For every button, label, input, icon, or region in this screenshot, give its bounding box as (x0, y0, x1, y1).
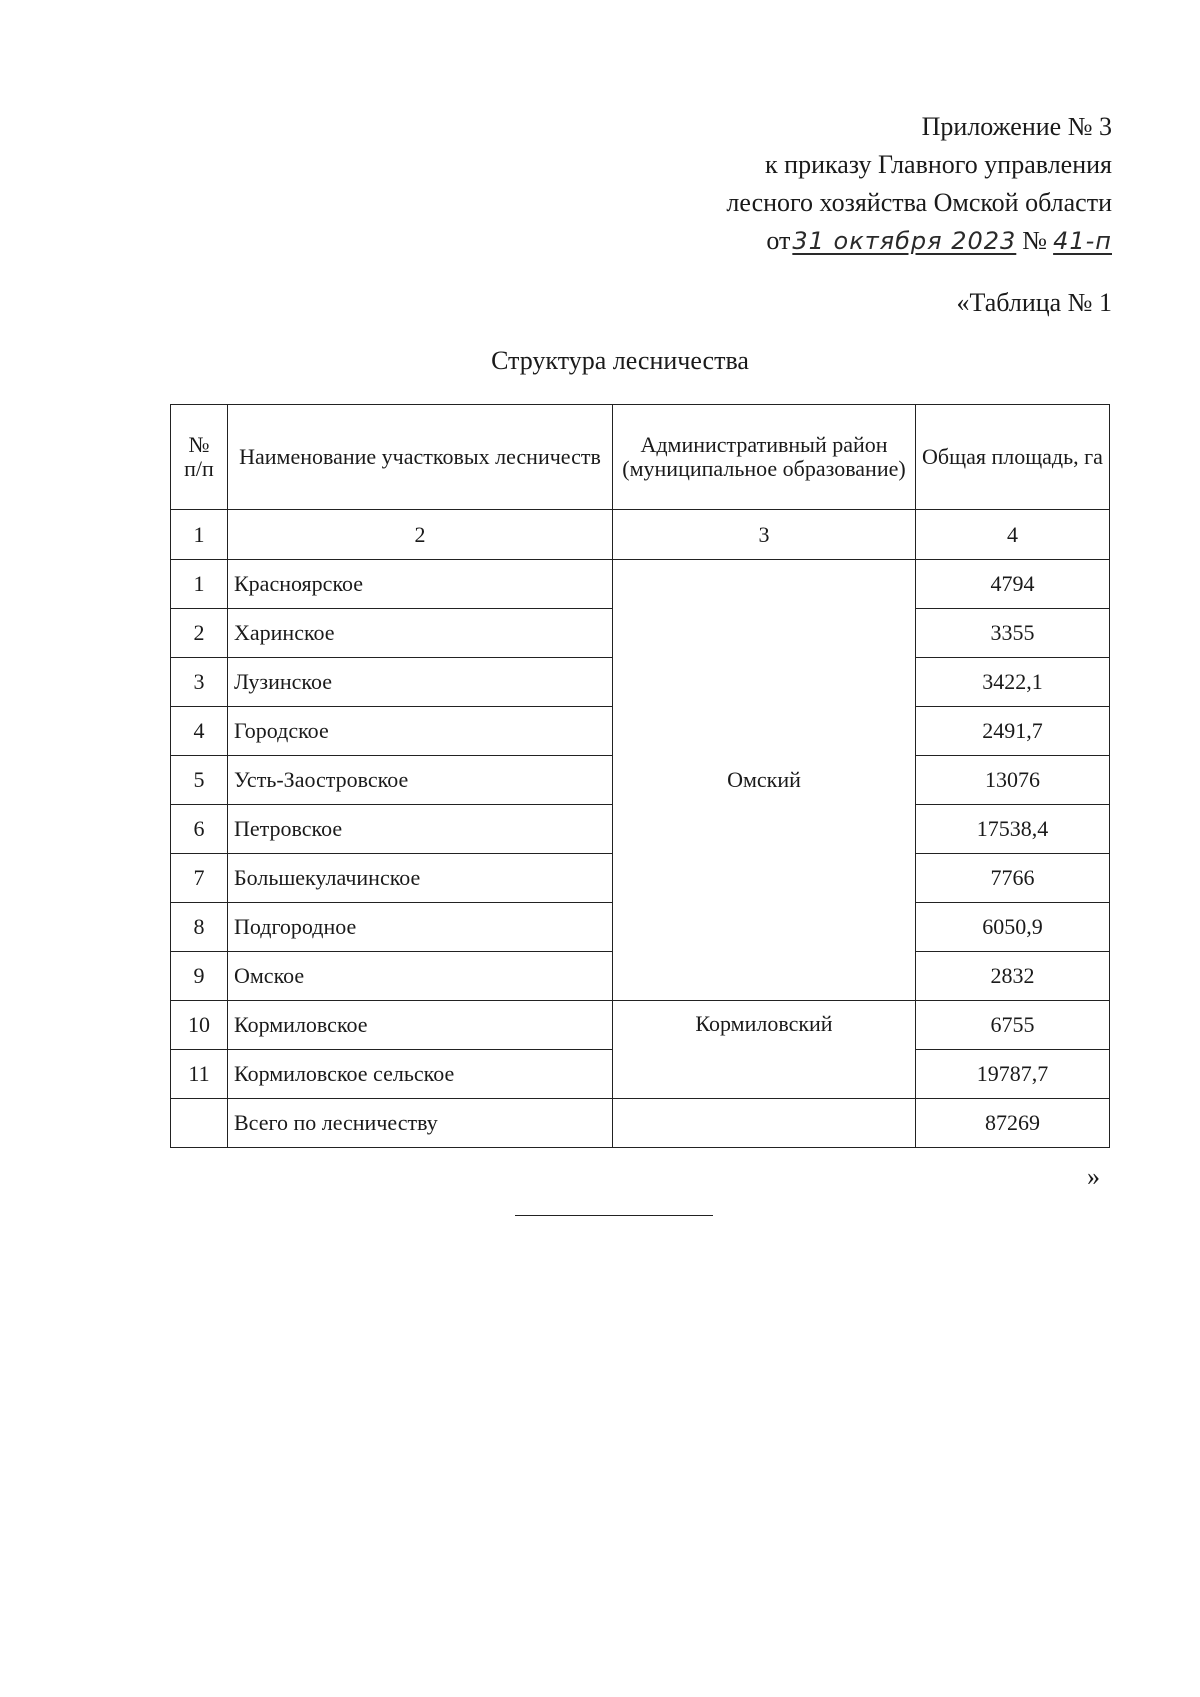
total-area-cell: 87269 (916, 1099, 1110, 1148)
district-cell-kormilovsky: Кормиловский (613, 1001, 916, 1099)
row-name-cell: Большекулачинское (228, 854, 613, 903)
row-name-cell: Лузинское (228, 658, 613, 707)
header-cell-area: Общая площадь, га (916, 405, 1110, 510)
annex-title: Приложение № 3 (921, 112, 1112, 141)
column-number-cell: 4 (916, 510, 1110, 560)
row-name-cell: Кормиловское сельское (228, 1050, 613, 1099)
row-number-cell: 5 (171, 756, 228, 805)
total-district-cell (613, 1099, 916, 1148)
row-name-cell: Подгородное (228, 903, 613, 952)
handwritten-number: 41-п (1053, 227, 1112, 255)
row-number-cell: 4 (171, 707, 228, 756)
row-area-cell: 6755 (916, 1001, 1110, 1050)
row-number-cell: 1 (171, 560, 228, 609)
row-number-cell: 10 (171, 1001, 228, 1050)
row-number-cell: 11 (171, 1050, 228, 1099)
row-name-cell: Усть-Заостровское (228, 756, 613, 805)
column-number-cell: 1 (171, 510, 228, 560)
annex-authority-line: лесного хозяйства Омской области (726, 188, 1112, 217)
annex-order-line: к приказу Главного управления (765, 150, 1112, 179)
row-name-cell: Омское (228, 952, 613, 1001)
date-prefix: от (766, 226, 791, 255)
total-label-cell: Всего по лесничеству (228, 1099, 613, 1148)
row-number-cell: 6 (171, 805, 228, 854)
row-area-cell: 2832 (916, 952, 1110, 1001)
row-area-cell: 7766 (916, 854, 1110, 903)
annex-header (726, 108, 1112, 260)
district-cell-omsky: Омский (613, 560, 916, 1001)
row-area-cell: 4794 (916, 560, 1110, 609)
column-number-cell: 2 (228, 510, 613, 560)
annex-date-line (726, 222, 1112, 260)
header-cell-district: Административный район (муниципальное образование) (613, 405, 916, 510)
total-number-cell (171, 1099, 228, 1148)
column-number-row (171, 510, 1110, 560)
row-area-cell: 3355 (916, 609, 1110, 658)
row-area-cell: 2491,7 (916, 707, 1110, 756)
table-header-row (171, 405, 1110, 510)
row-area-cell: 19787,7 (916, 1050, 1110, 1099)
row-area-cell: 17538,4 (916, 805, 1110, 854)
row-name-cell: Кормиловское (228, 1001, 613, 1050)
table-title: Структура лесничества (491, 346, 749, 375)
table-row (171, 1001, 1110, 1050)
row-number-cell: 7 (171, 854, 228, 903)
row-area-cell: 3422,1 (916, 658, 1110, 707)
row-name-cell: Городское (228, 707, 613, 756)
forestry-structure-table (170, 404, 1110, 1148)
header-cell-number: № п/п (171, 405, 228, 510)
number-prefix: № (1022, 226, 1048, 255)
row-number-cell: 9 (171, 952, 228, 1001)
row-number-cell: 3 (171, 658, 228, 707)
row-name-cell: Харинское (228, 609, 613, 658)
row-number-cell: 8 (171, 903, 228, 952)
handwritten-date: 31 октября 2023 (792, 227, 1017, 255)
end-divider (515, 1215, 713, 1216)
row-area-cell: 6050,9 (916, 903, 1110, 952)
row-area-cell: 13076 (916, 756, 1110, 805)
table-total-row (171, 1099, 1110, 1148)
header-cell-name: Наименование участковых лесничеств (228, 405, 613, 510)
column-number-cell: 3 (613, 510, 916, 560)
table-row (171, 560, 1110, 609)
closing-quote: » (1087, 1162, 1100, 1191)
row-number-cell: 2 (171, 609, 228, 658)
row-name-cell: Петровское (228, 805, 613, 854)
row-name-cell: Красноярское (228, 560, 613, 609)
table-reference: «Таблица № 1 (956, 288, 1112, 317)
